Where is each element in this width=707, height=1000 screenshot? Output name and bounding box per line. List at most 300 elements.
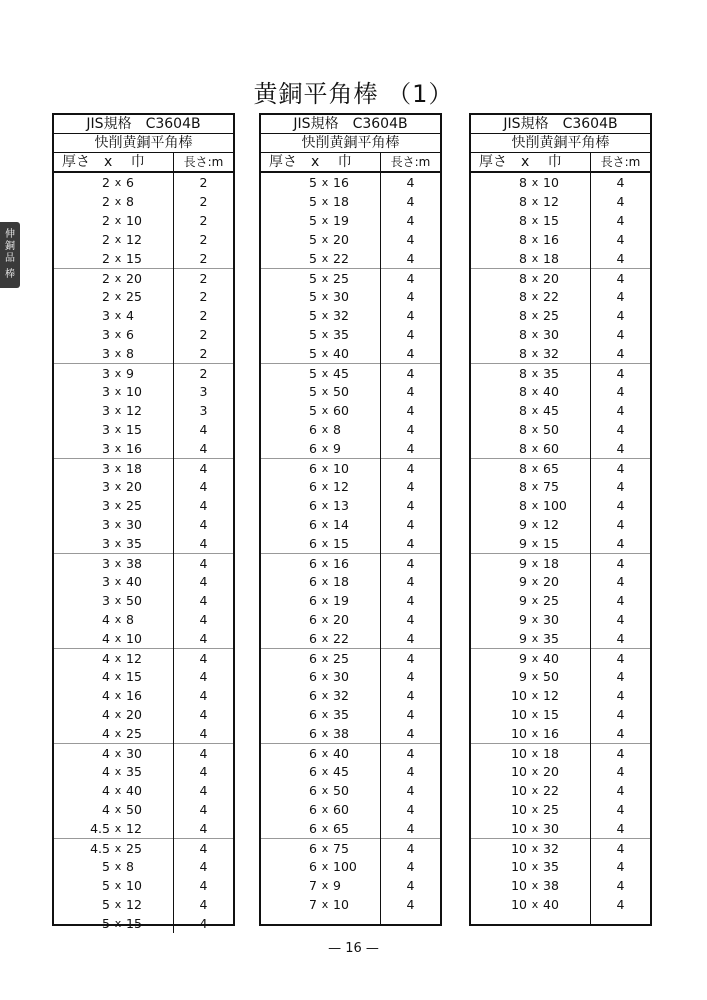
thickness-value: 6 <box>309 498 317 513</box>
length-value: 4 <box>199 821 208 836</box>
times-sign: x <box>114 404 122 417</box>
times-sign: x <box>531 328 539 341</box>
col-header-length: 長さ:m <box>183 155 224 169</box>
times-sign: x <box>321 594 329 607</box>
width-value: 25 <box>543 802 559 817</box>
times-sign: x <box>114 917 122 930</box>
thickness-value: 5 <box>309 194 317 209</box>
thickness-value: 4 <box>102 745 110 761</box>
length-value: 4 <box>406 251 415 266</box>
thickness-value: 6 <box>309 631 317 646</box>
length-value: 4 <box>616 479 625 494</box>
spec-table-3 <box>469 113 652 926</box>
length-value: 4 <box>616 726 625 741</box>
table-row <box>261 838 440 857</box>
length-value: 4 <box>199 461 208 476</box>
table-row <box>54 211 233 230</box>
times-sign: x <box>321 575 329 588</box>
col-header-length: 長さ:m <box>390 155 431 169</box>
thickness-value: 9 <box>519 631 527 646</box>
thickness-value: 4 <box>102 612 110 627</box>
length-value: 4 <box>616 517 625 532</box>
size-cell <box>54 459 174 477</box>
table-row <box>261 800 440 819</box>
thickness-value: 2 <box>102 194 110 209</box>
table-row <box>471 325 650 344</box>
size-cell <box>54 287 174 306</box>
size-cell <box>54 762 174 781</box>
length-value: 4 <box>406 403 415 418</box>
size-cell <box>471 554 591 572</box>
times-sign: x <box>321 879 329 892</box>
length-value: 4 <box>199 688 208 703</box>
size-cell <box>54 572 174 591</box>
thickness-value: 9 <box>519 555 527 571</box>
table-row <box>261 762 440 781</box>
times-sign: x <box>531 461 539 475</box>
times-sign: x <box>531 670 539 683</box>
length-value: 4 <box>406 194 415 209</box>
times-sign: x <box>114 727 122 740</box>
thickness-value: 6 <box>309 574 317 589</box>
table-row <box>54 572 233 591</box>
thickness-value: 4 <box>102 650 110 666</box>
times-sign: x <box>321 347 329 360</box>
length-value: 4 <box>199 764 208 779</box>
size-cell <box>54 401 174 420</box>
width-value: 30 <box>126 517 142 532</box>
table-row <box>54 192 233 211</box>
width-value: 19 <box>333 213 349 228</box>
length-value: 4 <box>199 841 208 856</box>
length-value: 4 <box>406 498 415 513</box>
times-sign: x <box>114 480 122 493</box>
length-value: 4 <box>199 669 208 684</box>
table-row <box>54 857 233 876</box>
width-value: 12 <box>126 650 142 666</box>
table-body <box>261 173 440 924</box>
col-header-size: 厚さ x 巾 <box>471 153 591 171</box>
section-tab-char: 銅 <box>5 241 15 252</box>
width-value: 32 <box>333 688 349 703</box>
times-sign: x <box>321 537 329 550</box>
times-sign: x <box>114 214 122 227</box>
size-cell <box>261 554 381 572</box>
size-cell <box>54 420 174 439</box>
thickness-value: 2 <box>102 289 110 304</box>
thickness-value: 5 <box>309 346 317 361</box>
table-row <box>261 477 440 496</box>
size-cell <box>261 876 381 895</box>
size-cell <box>261 287 381 306</box>
length-value: 4 <box>406 651 415 666</box>
thickness-value: 5 <box>309 365 317 381</box>
thickness-value: 4 <box>102 669 110 684</box>
length-value: 4 <box>406 764 415 779</box>
table-row <box>471 591 650 610</box>
table-row <box>261 724 440 743</box>
thickness-value: 6 <box>309 650 317 666</box>
size-cell <box>261 781 381 800</box>
length-value: 4 <box>406 308 415 323</box>
length-value: 4 <box>406 593 415 608</box>
times-sign: x <box>321 689 329 702</box>
table-row <box>54 705 233 724</box>
times-sign: x <box>114 537 122 550</box>
size-cell <box>54 819 174 838</box>
length-value: 4 <box>406 366 415 381</box>
table-row <box>261 819 440 838</box>
spec-table-1 <box>52 113 235 931</box>
times-sign: x <box>531 366 539 380</box>
times-sign: x <box>531 632 539 645</box>
table-row <box>471 819 650 838</box>
length-value: 4 <box>616 631 625 646</box>
width-value: 25 <box>126 498 142 513</box>
size-cell <box>261 515 381 534</box>
table-material-header: 快削黄銅平角棒 <box>471 134 650 153</box>
thickness-value: 9 <box>519 650 527 666</box>
thickness-value: 3 <box>102 384 110 399</box>
thickness-value: 3 <box>102 574 110 589</box>
width-value: 50 <box>333 783 349 798</box>
size-cell <box>54 496 174 515</box>
thickness-value: 5 <box>309 270 317 286</box>
times-sign: x <box>531 784 539 797</box>
table-row <box>471 838 650 857</box>
times-sign: x <box>114 575 122 588</box>
times-sign: x <box>321 860 329 873</box>
times-sign: x <box>321 803 329 816</box>
table-row <box>261 363 440 382</box>
length-value: 4 <box>199 556 208 571</box>
width-value: 75 <box>333 840 349 856</box>
width-value: 38 <box>333 726 349 741</box>
length-value: 4 <box>616 498 625 513</box>
width-value: 8 <box>126 612 134 627</box>
table-row <box>54 724 233 743</box>
times-sign: x <box>114 461 122 475</box>
width-value: 15 <box>543 213 559 228</box>
table-row <box>54 686 233 705</box>
length-value: 4 <box>616 556 625 571</box>
length-value: 4 <box>616 194 625 209</box>
table-row <box>261 610 440 629</box>
table-row <box>54 895 233 914</box>
size-cell <box>261 895 381 914</box>
length-value: 4 <box>406 461 415 476</box>
table-row <box>261 439 440 458</box>
page-title: 黄銅平角棒 （1） <box>253 80 454 108</box>
times-sign: x <box>531 841 539 855</box>
table-row <box>471 249 650 268</box>
size-cell <box>54 744 174 762</box>
width-value: 20 <box>126 479 142 494</box>
width-value: 19 <box>333 593 349 608</box>
length-value: 4 <box>616 366 625 381</box>
size-cell <box>54 325 174 344</box>
times-sign: x <box>531 271 539 285</box>
size-cell <box>54 839 174 857</box>
table-row <box>471 648 650 667</box>
thickness-value: 6 <box>309 821 317 836</box>
times-sign: x <box>321 822 329 835</box>
width-value: 22 <box>333 631 349 646</box>
times-sign: x <box>114 328 122 341</box>
spec-table-2 <box>259 113 442 926</box>
size-cell <box>54 895 174 914</box>
table-row <box>471 344 650 363</box>
thickness-value: 6 <box>309 460 317 476</box>
length-value: 4 <box>616 841 625 856</box>
size-cell <box>261 344 381 363</box>
thickness-value: 9 <box>519 536 527 551</box>
length-value: 4 <box>406 802 415 817</box>
thickness-value: 3 <box>102 536 110 551</box>
size-cell <box>54 914 174 933</box>
size-cell <box>261 800 381 819</box>
width-value: 35 <box>333 707 349 722</box>
size-cell <box>261 401 381 420</box>
table-row <box>54 743 233 762</box>
length-value: 4 <box>616 764 625 779</box>
width-value: 12 <box>333 479 349 494</box>
times-sign: x <box>114 176 122 189</box>
thickness-value: 5 <box>102 859 110 874</box>
length-value: 4 <box>616 783 625 798</box>
table-row <box>54 553 233 572</box>
length-value: 4 <box>616 327 625 342</box>
section-tab-char: 伸 <box>5 229 15 240</box>
size-cell <box>261 819 381 838</box>
table-row <box>471 439 650 458</box>
table-row <box>261 534 440 553</box>
size-cell <box>471 895 591 914</box>
table-row <box>471 515 650 534</box>
width-value: 22 <box>543 289 559 304</box>
thickness-value: 5 <box>309 384 317 399</box>
width-value: 20 <box>543 270 559 286</box>
size-cell <box>471 344 591 363</box>
length-value: 4 <box>406 821 415 836</box>
width-value: 15 <box>126 251 142 266</box>
times-sign: x <box>321 309 329 322</box>
thickness-value: 5 <box>309 251 317 266</box>
thickness-value: 10 <box>511 859 527 874</box>
size-cell <box>471 382 591 401</box>
size-cell <box>261 724 381 743</box>
size-cell <box>261 572 381 591</box>
table-row <box>471 610 650 629</box>
times-sign: x <box>531 613 539 626</box>
table-row <box>54 477 233 496</box>
thickness-value: 10 <box>511 764 527 779</box>
size-cell <box>261 744 381 762</box>
thickness-value: 3 <box>102 498 110 513</box>
length-value: 4 <box>406 289 415 304</box>
thickness-value: 5 <box>309 289 317 304</box>
length-value: 4 <box>406 688 415 703</box>
length-value: 4 <box>406 631 415 646</box>
size-cell <box>54 249 174 268</box>
thickness-value: 6 <box>309 479 317 494</box>
width-value: 40 <box>126 783 142 798</box>
width-value: 60 <box>543 441 559 456</box>
times-sign: x <box>321 385 329 398</box>
width-value: 30 <box>543 612 559 627</box>
table-row <box>471 192 650 211</box>
times-sign: x <box>531 556 539 570</box>
size-cell <box>54 781 174 800</box>
times-sign: x <box>114 309 122 322</box>
width-value: 16 <box>543 726 559 741</box>
table-row <box>54 325 233 344</box>
width-value: 40 <box>333 745 349 761</box>
length-value: 4 <box>406 878 415 893</box>
width-value: 50 <box>543 669 559 684</box>
table-row <box>261 268 440 287</box>
times-sign: x <box>114 803 122 816</box>
size-cell <box>261 629 381 648</box>
times-sign: x <box>114 347 122 360</box>
table-row <box>261 401 440 420</box>
table-body <box>471 173 650 924</box>
thickness-value: 3 <box>102 308 110 323</box>
times-sign: x <box>531 385 539 398</box>
times-sign: x <box>114 613 122 626</box>
thickness-value: 6 <box>309 783 317 798</box>
length-value: 2 <box>199 175 208 190</box>
times-sign: x <box>531 879 539 892</box>
size-cell <box>471 364 591 382</box>
times-sign: x <box>321 651 329 665</box>
size-cell <box>261 839 381 857</box>
length-value: 4 <box>199 746 208 761</box>
width-value: 20 <box>126 707 142 722</box>
width-value: 22 <box>333 251 349 266</box>
width-value: 6 <box>126 327 134 342</box>
table-row <box>471 553 650 572</box>
times-sign: x <box>321 727 329 740</box>
times-sign: x <box>114 898 122 911</box>
width-value: 35 <box>543 859 559 874</box>
size-cell <box>261 762 381 781</box>
size-cell <box>54 211 174 230</box>
length-value: 4 <box>199 441 208 456</box>
width-value: 25 <box>543 308 559 323</box>
table-row <box>261 648 440 667</box>
width-value: 45 <box>333 365 349 381</box>
length-value: 4 <box>616 232 625 247</box>
size-cell <box>261 382 381 401</box>
size-cell <box>471 667 591 686</box>
length-value: 4 <box>199 916 208 931</box>
table-standard-header: JIS規格 C3604B <box>261 115 440 134</box>
table-row <box>54 230 233 249</box>
length-value: 4 <box>406 346 415 361</box>
width-value: 20 <box>333 612 349 627</box>
thickness-value: 8 <box>519 270 527 286</box>
thickness-value: 10 <box>511 707 527 722</box>
width-value: 40 <box>126 574 142 589</box>
thickness-value: 9 <box>519 669 527 684</box>
table-row <box>54 515 233 534</box>
width-value: 30 <box>543 821 559 836</box>
table-row <box>54 344 233 363</box>
length-value: 4 <box>616 859 625 874</box>
thickness-value: 10 <box>511 840 527 856</box>
thickness-value: 10 <box>511 688 527 703</box>
length-value: 4 <box>199 726 208 741</box>
times-sign: x <box>114 556 122 570</box>
length-value: 4 <box>616 461 625 476</box>
times-sign: x <box>531 803 539 816</box>
size-cell <box>471 306 591 325</box>
size-cell <box>54 610 174 629</box>
times-sign: x <box>531 689 539 702</box>
times-sign: x <box>531 575 539 588</box>
length-value: 4 <box>616 878 625 893</box>
width-value: 32 <box>543 346 559 361</box>
thickness-value: 6 <box>309 669 317 684</box>
thickness-value: 6 <box>309 517 317 532</box>
table-row <box>261 591 440 610</box>
length-value: 2 <box>199 271 208 286</box>
size-cell <box>54 173 174 192</box>
size-cell <box>261 477 381 496</box>
size-cell <box>261 534 381 553</box>
thickness-value: 10 <box>511 897 527 912</box>
size-cell <box>471 477 591 496</box>
thickness-value: 8 <box>519 289 527 304</box>
width-value: 15 <box>126 422 142 437</box>
size-cell <box>54 724 174 743</box>
table-row <box>261 249 440 268</box>
thickness-value: 10 <box>511 878 527 893</box>
size-cell <box>54 344 174 363</box>
table-row <box>54 249 233 268</box>
length-value: 4 <box>616 384 625 399</box>
length-value: 4 <box>406 441 415 456</box>
size-cell <box>471 325 591 344</box>
thickness-value: 8 <box>519 441 527 456</box>
thickness-value: 6 <box>309 536 317 551</box>
size-cell <box>471 173 591 192</box>
width-value: 16 <box>333 555 349 571</box>
width-value: 50 <box>543 422 559 437</box>
length-value: 4 <box>199 897 208 912</box>
table-row <box>261 306 440 325</box>
size-cell <box>471 629 591 648</box>
width-value: 50 <box>126 593 142 608</box>
width-value: 35 <box>333 327 349 342</box>
size-cell <box>54 439 174 458</box>
width-value: 10 <box>543 175 559 190</box>
width-value: 10 <box>126 213 142 228</box>
table-row <box>54 914 233 933</box>
times-sign: x <box>531 651 539 665</box>
table-row <box>261 344 440 363</box>
table-row <box>471 667 650 686</box>
width-value: 45 <box>543 403 559 418</box>
width-value: 38 <box>126 555 142 571</box>
times-sign: x <box>531 860 539 873</box>
width-value: 50 <box>333 384 349 399</box>
table-material-header: 快削黄銅平角棒 <box>261 134 440 153</box>
table-row <box>471 857 650 876</box>
times-sign: x <box>321 632 329 645</box>
width-value: 16 <box>543 232 559 247</box>
